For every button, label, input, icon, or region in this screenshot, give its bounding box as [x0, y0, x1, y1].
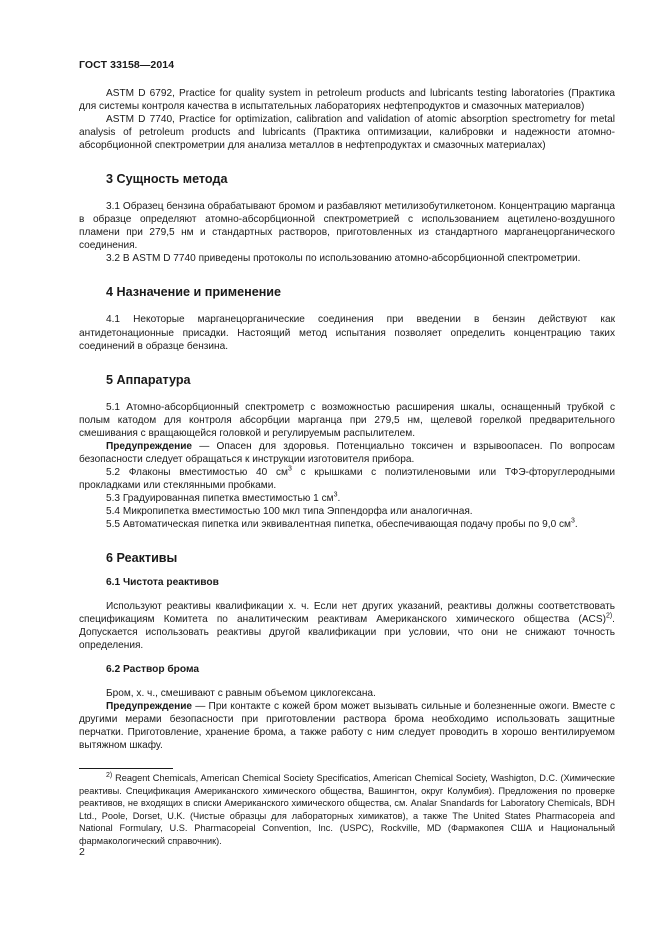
paragraph-4-1: 4.1 Некоторые марганецорганические соединения при введении в бензин действуют как антидетонационные присадки. Настоящий метод испытания позволяет определить концентрацию таких соединений в образце бензина.	[79, 314, 615, 352]
reference-astm-d6792: ASTM D 6792, Practice for quality system in petroleum products and lubricants testing laboratories (Практика для системы контроля качества в испытательных лабораториях нефтепродуктов и смазочных материалов)	[79, 88, 615, 113]
warning-5-1	[79, 440, 615, 466]
page-number: 2	[79, 846, 85, 858]
section-5-heading: 5 Аппаратура	[106, 372, 191, 387]
section-4-heading: 4 Назначение и применение	[106, 285, 282, 300]
warning-6-2	[79, 700, 615, 752]
superscript: 3	[333, 491, 338, 499]
subsection-6-1-heading: 6.1 Чистота реактивов	[106, 577, 219, 589]
paragraph-5-5-text: 5.5 Автоматическая пипетка или эквивалентная пипетка, обеспечивающая подачу пробы по 9,0 см	[106, 519, 571, 531]
paragraph-5-3	[79, 492, 615, 505]
superscript: 3	[287, 465, 292, 473]
reference-astm-d7740: ASTM D 7740, Practice for optimization, calibration and validation of atomic absorption spectrometry for metal analysis of petroleum products and lubricants (Практика оптимизации, калибровки и надежности атомно-абсорбционной спектрометрии для анализа металлов в нефтепродуктах и смазочных материалах)	[79, 114, 615, 152]
paragraph-5-5-tail: .	[574, 519, 578, 531]
paragraph-6-1-text: Используют реактивы квалификации х. ч. Если нет других указаний, реактивы должны соответствовать спецификациям Комитета по аналитическим реактивам Американского химического общества (ACS)	[79, 601, 615, 626]
footnote	[79, 772, 615, 848]
paragraph-5-2	[79, 466, 615, 492]
section-6-heading: 6 Реактивы	[106, 551, 178, 566]
paragraph-6-2: Бром, х. ч., смешивают с равным объемом циклогексана.	[106, 688, 376, 700]
subsection-6-2-heading: 6.2 Раствор брома	[106, 664, 200, 676]
paragraph-5-2-tail: с крышками с полиэтиленовыми или ТФЭ-фторуглеродными прокладками или стеклянными пробками.	[79, 466, 615, 491]
document-header: ГОСТ 33158—2014	[79, 59, 175, 71]
paragraph-5-3-text: 5.3 Градуированная пипетка вместимостью 1 см	[106, 492, 334, 504]
footnote-text: Reagent Chemicals, American Chemical Society Specificatios, American Chemical Society, Washigton, D.C. (Химические реактивы. Спецификация Американского химического общества, Вашингтон, округ Колумбия). Предложения по проверке реактивов, не входящих в списки Американского химического общества, см. Analar Snandards for Laboratory Chemicals, BDH Ltd., Poole, Dorset, U.K. (Чистые образцы для лабораторных химикатов), а также The United States Pharmacopeia and National Formulary, U.S. Pharmacopeial Convention, Inc. (USPC), Rockville, MD (Фармакопея США и Национальный фармакологический справочник).	[79, 773, 615, 846]
footnote-2	[79, 772, 615, 848]
paragraph-3-2: 3.2 В ASTM D 7740 приведены протоколы по использованию атомно-абсорбционной спектрометрии.	[106, 253, 581, 265]
paragraph-3-1: 3.1 Образец бензина обрабатывают бромом и разбавляют метилизобутилкетоном. Концентрацию марганца в образце определяют атомно-абсорбционной спектрометрией с использованием ацетилено-воздушного пламени при 279,5 нм и стандартных растворов, приготовленных из стандартного марганецорганического соединения.	[79, 201, 615, 252]
section-3-heading: 3 Сущность метода	[106, 172, 228, 187]
superscript: 3	[570, 517, 575, 525]
paragraph-5-1: 5.1 Атомно-абсорбционный спектрометр с возможностью расширения шкалы, оснащенный трубкой с полым катодом для контроля абсорбции марганца при 279,5 нм, щелевой горелкой предварительного смешивания с вращающейся головкой и регулируемым распылителем.	[79, 401, 615, 439]
paragraph-5-5	[79, 518, 615, 531]
paragraph-5-2-text: 5.2 Флаконы вместимостью 40 см	[106, 466, 288, 478]
warning-label: Предупреждение	[106, 701, 193, 713]
paragraph-5-3-tail: .	[337, 492, 341, 504]
footnote-reference: 2)	[605, 612, 613, 620]
page-content	[79, 87, 615, 753]
warning-text: — При контакте с кожей бром может вызывать сильные и болезненные ожоги. Вместе с другими мерами безопасности при приготовлении раствора брома необходимо использовать защитные перчатки. Приготовление, хранение брома, а также работу с ним следует проводить в хорошо вентилируемом вытяжном шкафу.	[79, 701, 615, 752]
footnote-separator	[79, 768, 173, 769]
paragraph-5-4: 5.4 Микропипетка вместимостью 100 мкл типа Эппендорфа или аналогичная.	[106, 505, 473, 517]
footnote-mark: 2)	[106, 771, 113, 779]
warning-label: Предупреждение	[106, 440, 193, 452]
warning-text: — Опасен для здоровья. Потенциально токсичен и взрывоопасен. По вопросам безопасности следует обращаться к инструкции изготовителя прибора.	[79, 440, 615, 465]
paragraph-6-1-tail: . Допускается использовать реактивы другой квалификации при условии, что они не снижают точность определения.	[79, 614, 615, 652]
paragraph-6-1	[79, 600, 615, 652]
